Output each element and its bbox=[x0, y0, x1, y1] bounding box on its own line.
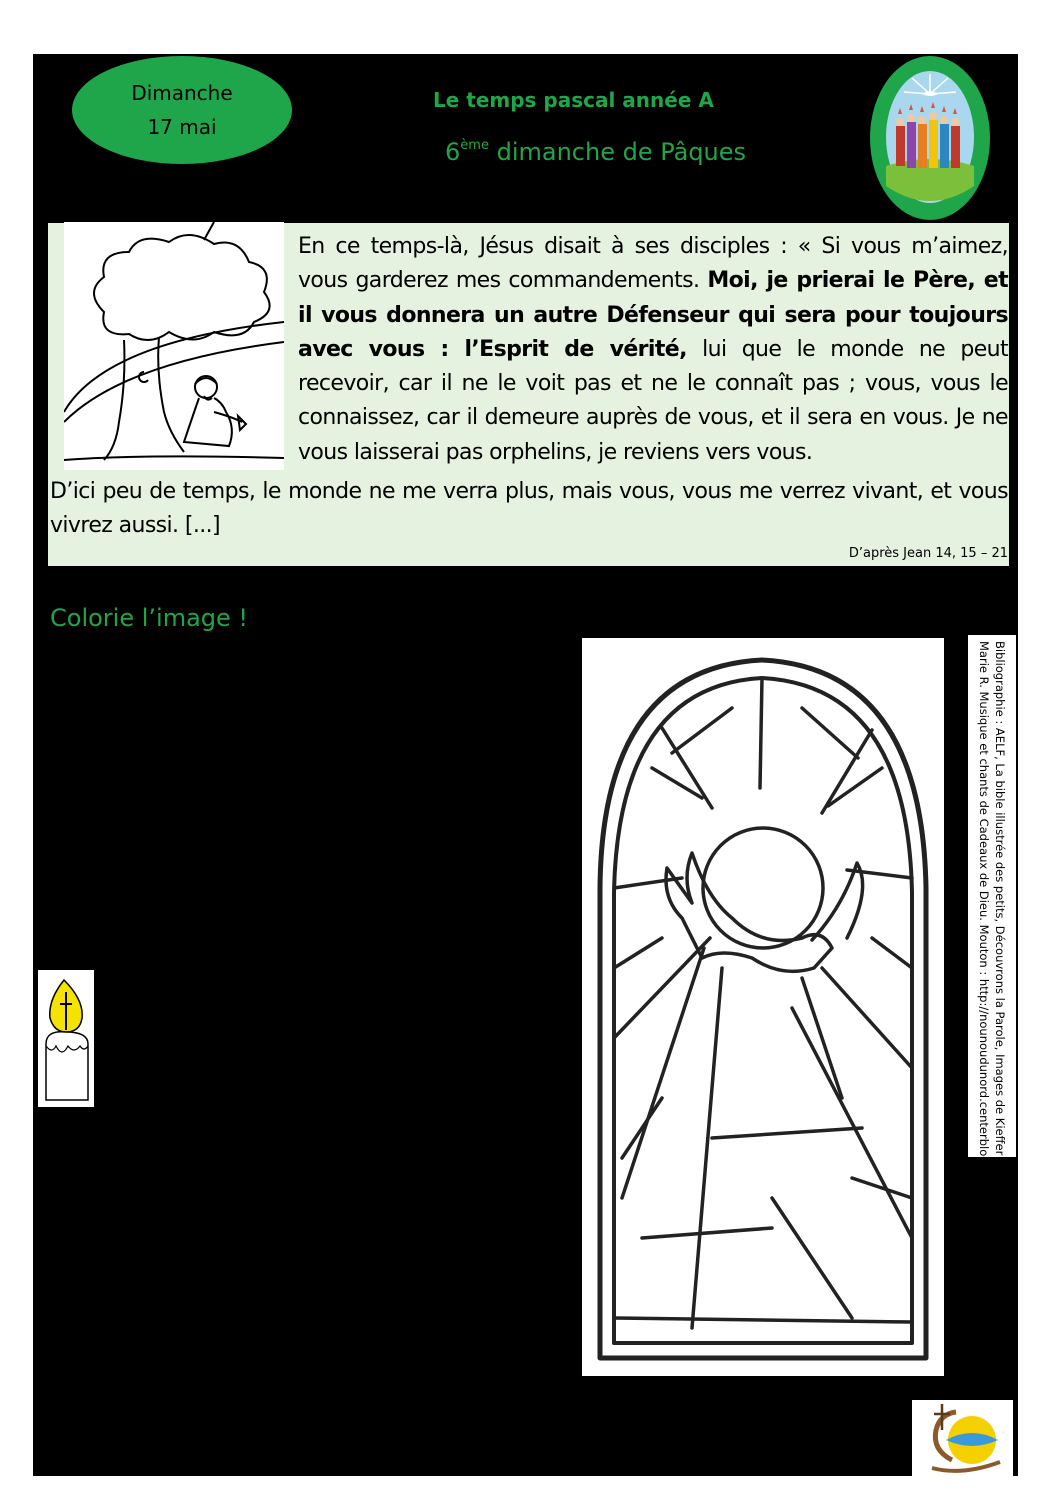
season-title: Le temps pascal année A bbox=[433, 88, 714, 112]
date-badge bbox=[72, 56, 292, 164]
sunday-title-text: dimanche de Pâques bbox=[488, 138, 747, 166]
sunday-number: 6 bbox=[445, 138, 461, 166]
bibliography-line-1: Bibliographie : AELF, La bible illustrée des petits, Découvrons la Parole, Images de Kieffer et de bbox=[993, 641, 1007, 1189]
gospel-highlight: Moi, je prierai le Père, et il vous donnera un autre Défenseur qui sera pour toujours avec vous : l’Esprit de vérité, bbox=[298, 268, 1008, 362]
date-label: 17 mai bbox=[147, 115, 217, 139]
gospel-continuation: lui que le monde ne peut recevoir, car il ne le voit pas et ne le connaît pas ; vous, vous le connaissez, car il demeure auprès de vous, et il sera en vous. Je ne vous laisserai pas orphelins, je reviens vers vous. bbox=[298, 336, 1008, 465]
bibliography-line-2: Marie R. Musique et chants de Cadeaux de Dieu. Mouton : http://nounoudunord.centerblog.net/ bbox=[977, 641, 991, 1190]
pentecost-illustration bbox=[870, 56, 990, 220]
candle-icon bbox=[38, 970, 94, 1107]
gospel-intro: En ce temps-là, Jésus disait à ses disciples : « Si vous m’aimez, vous garderez mes commandements. bbox=[298, 234, 1008, 294]
gospel-paragraph-1 bbox=[298, 230, 1008, 470]
day-label: Dimanche bbox=[131, 81, 233, 105]
bibliography-panel bbox=[968, 635, 1016, 1190]
sunday-suffix: ème bbox=[460, 138, 489, 153]
gospel-paragraph-2: D’ici peu de temps, le monde ne me verra plus, mais vous, vous me verrez vivant, et vous vivrez aussi. [...] bbox=[50, 479, 1008, 539]
diocese-logo bbox=[912, 1400, 1013, 1476]
gospel-reference: D’après Jean 14, 15 – 21 bbox=[848, 546, 1008, 561]
activity-title: Colorie l’image ! bbox=[50, 604, 249, 632]
jesus-under-tree-illustration bbox=[64, 222, 284, 470]
sunday-title bbox=[445, 138, 805, 166]
stained-glass-coloring-image bbox=[582, 638, 944, 1376]
bibliography-text bbox=[976, 641, 1008, 1190]
